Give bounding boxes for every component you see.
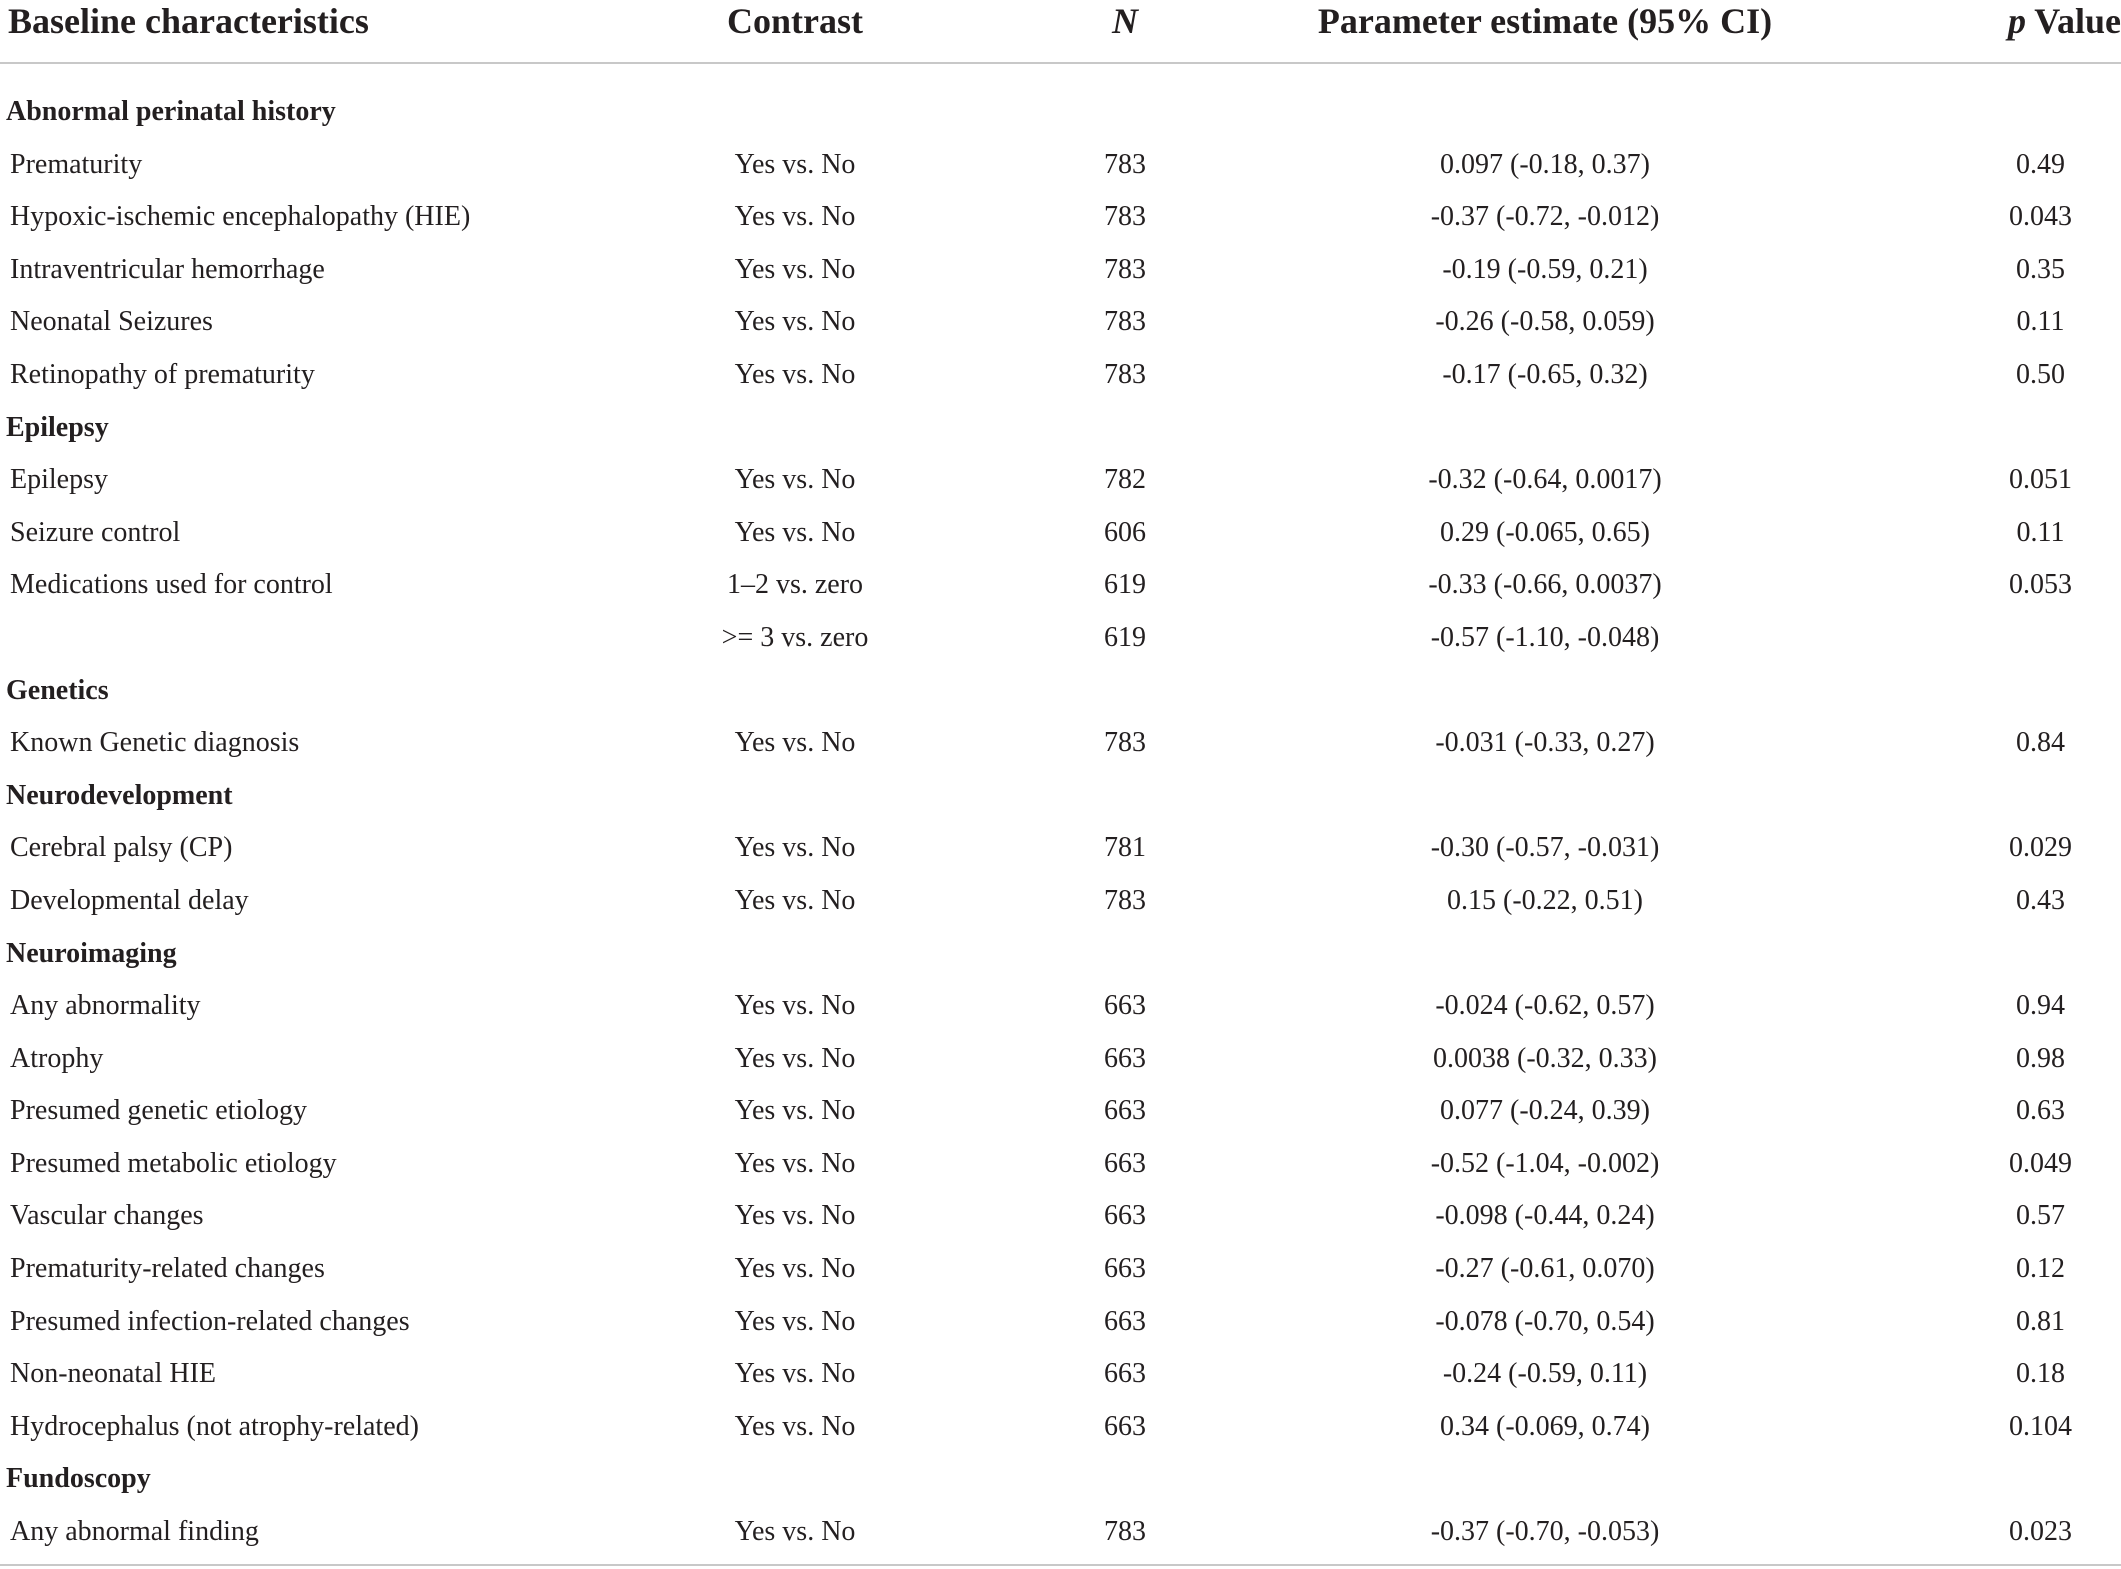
row-n: 663: [1104, 1410, 1146, 1442]
row-p-value: 0.63: [2016, 1095, 2065, 1127]
row-characteristic: Medications used for control: [10, 569, 333, 601]
row-parameter-estimate: -0.19 (-0.59, 0.21): [1442, 253, 1648, 285]
row-n: 606: [1104, 516, 1146, 548]
row-n: 783: [1104, 253, 1146, 285]
group-title: Neuroimaging: [6, 937, 177, 969]
row-contrast: Yes vs. No: [734, 990, 856, 1022]
row-characteristic: Cerebral palsy (CP): [10, 832, 233, 864]
row-p-value: 0.029: [2009, 832, 2072, 864]
row-characteristic: Intraventricular hemorrhage: [10, 253, 325, 285]
table-row: [0, 1296, 2121, 1349]
header-baseline-characteristics: Baseline characteristics: [0, 0, 610, 63]
row-p-value: [1800, 612, 2121, 665]
table-row: [0, 822, 2121, 875]
row-p-value: 0.98: [2016, 1042, 2065, 1074]
row-n: 663: [1104, 990, 1146, 1022]
row-parameter-estimate: -0.30 (-0.57, -0.031): [1430, 832, 1660, 864]
row-characteristic: Hydrocephalus (not atrophy-related): [10, 1410, 419, 1442]
row-n: 619: [1104, 621, 1146, 653]
table-row: [0, 875, 2121, 928]
row-n: 783: [1104, 884, 1146, 916]
row-n: 663: [1104, 1200, 1146, 1232]
table-row: [0, 139, 2121, 192]
table-row: [0, 559, 2121, 612]
table-body: [0, 63, 2121, 1559]
row-contrast: Yes vs. No: [734, 832, 856, 864]
row-parameter-estimate: -0.37 (-0.70, -0.053): [1430, 1516, 1660, 1548]
row-p-value: 0.84: [2016, 727, 2065, 759]
row-contrast: Yes vs. No: [734, 516, 856, 548]
table-header: [0, 0, 2121, 63]
row-parameter-estimate: 0.097 (-0.18, 0.37): [1440, 148, 1650, 180]
row-parameter-estimate: -0.26 (-0.58, 0.059): [1435, 306, 1655, 338]
row-parameter-estimate: 0.077 (-0.24, 0.39): [1440, 1095, 1650, 1127]
row-contrast: Yes vs. No: [734, 1147, 856, 1179]
group-title: Neurodevelopment: [6, 779, 233, 811]
row-p-value: 0.023: [2009, 1516, 2072, 1548]
row-contrast: Yes vs. No: [734, 358, 856, 390]
group-title: Epilepsy: [6, 411, 109, 443]
row-parameter-estimate: -0.57 (-1.10, -0.048): [1430, 621, 1660, 653]
table-row: [0, 349, 2121, 402]
row-p-value: 0.11: [2016, 306, 2065, 338]
row-contrast: Yes vs. No: [734, 253, 856, 285]
row-p-value: 0.57: [2016, 1200, 2065, 1232]
row-characteristic: Non-neonatal HIE: [10, 1358, 217, 1390]
group-title: Fundoscopy: [6, 1463, 151, 1495]
group-header-row: [0, 665, 2121, 718]
row-contrast: Yes vs. No: [734, 727, 856, 759]
row-characteristic: Retinopathy of prematurity: [10, 358, 315, 390]
row-contrast: 1–2 vs. zero: [726, 569, 864, 601]
header-spacer: [0, 63, 2121, 86]
row-parameter-estimate: -0.52 (-1.04, -0.002): [1430, 1147, 1660, 1179]
row-p-value: 0.104: [2009, 1410, 2072, 1442]
row-p-value: 0.94: [2016, 990, 2065, 1022]
row-p-value: 0.81: [2016, 1305, 2065, 1337]
row-n: 663: [1104, 1305, 1146, 1337]
row-contrast: Yes vs. No: [734, 1305, 856, 1337]
row-characteristic: Any abnormal finding: [10, 1516, 259, 1548]
row-contrast: Yes vs. No: [734, 1410, 856, 1442]
header-contrast: Contrast: [610, 0, 960, 63]
row-characteristic: Prematurity: [10, 148, 143, 180]
group-title: Abnormal perinatal history: [6, 96, 336, 127]
row-parameter-estimate: 0.34 (-0.069, 0.74): [1440, 1410, 1650, 1442]
row-contrast: Yes vs. No: [734, 306, 856, 338]
row-contrast: Yes vs. No: [734, 1042, 856, 1074]
table-row: [0, 296, 2121, 349]
table-row: [0, 1348, 2121, 1401]
row-parameter-estimate: -0.32 (-0.64, 0.0017): [1428, 464, 1662, 496]
row-contrast: Yes vs. No: [734, 1253, 856, 1285]
group-header-row: [0, 928, 2121, 981]
row-p-value: 0.18: [2016, 1358, 2065, 1390]
table-row: [0, 717, 2121, 770]
row-n: 783: [1104, 727, 1146, 759]
row-characteristic: Developmental delay: [10, 884, 249, 916]
table-row: [0, 1033, 2121, 1086]
table-row: [0, 244, 2121, 297]
row-characteristic: Seizure control: [10, 516, 181, 548]
row-p-value: 0.12: [2016, 1253, 2065, 1285]
row-characteristic: Atrophy: [10, 1042, 104, 1074]
row-contrast: >= 3 vs. zero: [721, 621, 869, 653]
row-characteristic: Presumed metabolic etiology: [10, 1147, 337, 1179]
row-p-value: 0.49: [2016, 148, 2065, 180]
row-p-value: 0.35: [2016, 253, 2065, 285]
group-header-row: [0, 402, 2121, 455]
row-n: 663: [1104, 1358, 1146, 1390]
row-n: 663: [1104, 1095, 1146, 1127]
table-row: [0, 1401, 2121, 1454]
row-contrast: Yes vs. No: [734, 201, 856, 233]
row-parameter-estimate: -0.098 (-0.44, 0.24): [1435, 1200, 1655, 1232]
row-parameter-estimate: -0.031 (-0.33, 0.27): [1435, 727, 1655, 759]
row-n: 783: [1104, 306, 1146, 338]
row-characteristic: Vascular changes: [10, 1200, 204, 1232]
group-title: Genetics: [6, 674, 109, 706]
header-p-value: [1800, 0, 2121, 63]
row-parameter-estimate: -0.024 (-0.62, 0.57): [1435, 990, 1655, 1022]
row-contrast: Yes vs. No: [734, 1200, 856, 1232]
row-n: 783: [1104, 201, 1146, 233]
row-parameter-estimate: -0.24 (-0.59, 0.11): [1442, 1358, 1648, 1390]
row-p-value: 0.051: [2009, 464, 2072, 496]
group-header-row: [0, 1453, 2121, 1506]
row-characteristic: Known Genetic diagnosis: [10, 727, 300, 759]
row-contrast: Yes vs. No: [734, 1516, 856, 1548]
header-n: N: [960, 0, 1210, 63]
table-row: [0, 612, 2121, 665]
row-n: 619: [1104, 569, 1146, 601]
row-characteristic: Hypoxic-ischemic encephalopathy (HIE): [10, 201, 471, 233]
row-n: 663: [1104, 1253, 1146, 1285]
group-header-row: [0, 86, 2121, 139]
table-row: [0, 1190, 2121, 1243]
row-characteristic: [0, 612, 610, 665]
row-characteristic: Presumed genetic etiology: [10, 1095, 308, 1127]
row-characteristic: Any abnormality: [10, 990, 201, 1022]
row-characteristic: Presumed infection-related changes: [10, 1305, 410, 1337]
table-row: [0, 1243, 2121, 1296]
row-parameter-estimate: -0.33 (-0.66, 0.0037): [1428, 569, 1662, 601]
row-parameter-estimate: -0.37 (-0.72, -0.012): [1430, 201, 1660, 233]
table-row: [0, 1506, 2121, 1559]
row-parameter-estimate: -0.27 (-0.61, 0.070): [1435, 1253, 1655, 1285]
row-n: 663: [1104, 1147, 1146, 1179]
row-parameter-estimate: -0.078 (-0.70, 0.54): [1435, 1305, 1655, 1337]
row-n: 783: [1104, 358, 1146, 390]
row-characteristic: Neonatal Seizures: [10, 306, 213, 338]
row-characteristic: Epilepsy: [10, 464, 108, 496]
row-contrast: Yes vs. No: [734, 884, 856, 916]
row-p-value: 0.049: [2009, 1147, 2072, 1179]
row-n: 783: [1104, 148, 1146, 180]
row-parameter-estimate: 0.0038 (-0.32, 0.33): [1433, 1042, 1657, 1074]
header-parameter-estimate: Parameter estimate (95% CI): [1210, 0, 1800, 63]
group-header-row: [0, 770, 2121, 823]
table-row: [0, 507, 2121, 560]
table-row: [0, 980, 2121, 1033]
row-n: 782: [1104, 464, 1146, 496]
row-contrast: Yes vs. No: [734, 1095, 856, 1127]
header-row: [0, 0, 2121, 63]
table-row: [0, 191, 2121, 244]
row-contrast: Yes vs. No: [734, 1358, 856, 1390]
table-row: [0, 1085, 2121, 1138]
row-p-value: 0.43: [2016, 884, 2065, 916]
row-p-value: 0.11: [2016, 516, 2065, 548]
row-parameter-estimate: 0.29 (-0.065, 0.65): [1440, 516, 1650, 548]
table-row: [0, 454, 2121, 507]
row-p-value: 0.043: [2009, 201, 2072, 233]
table-row: [0, 1138, 2121, 1191]
row-parameter-estimate: 0.15 (-0.22, 0.51): [1447, 884, 1643, 916]
header-p-letter: p: [2007, 1, 2026, 41]
row-n: 783: [1104, 1516, 1146, 1548]
header-value-word: Value: [2025, 1, 2121, 41]
row-p-value: 0.50: [2016, 358, 2065, 390]
row-parameter-estimate: -0.17 (-0.65, 0.32): [1442, 358, 1648, 390]
row-contrast: Yes vs. No: [734, 148, 856, 180]
row-p-value: 0.053: [2009, 569, 2072, 601]
table-bottom-rule: [0, 1564, 2121, 1566]
row-n: 781: [1104, 832, 1146, 864]
row-n: 663: [1104, 1042, 1146, 1074]
row-contrast: Yes vs. No: [734, 464, 856, 496]
row-characteristic: Prematurity-related changes: [10, 1253, 325, 1285]
